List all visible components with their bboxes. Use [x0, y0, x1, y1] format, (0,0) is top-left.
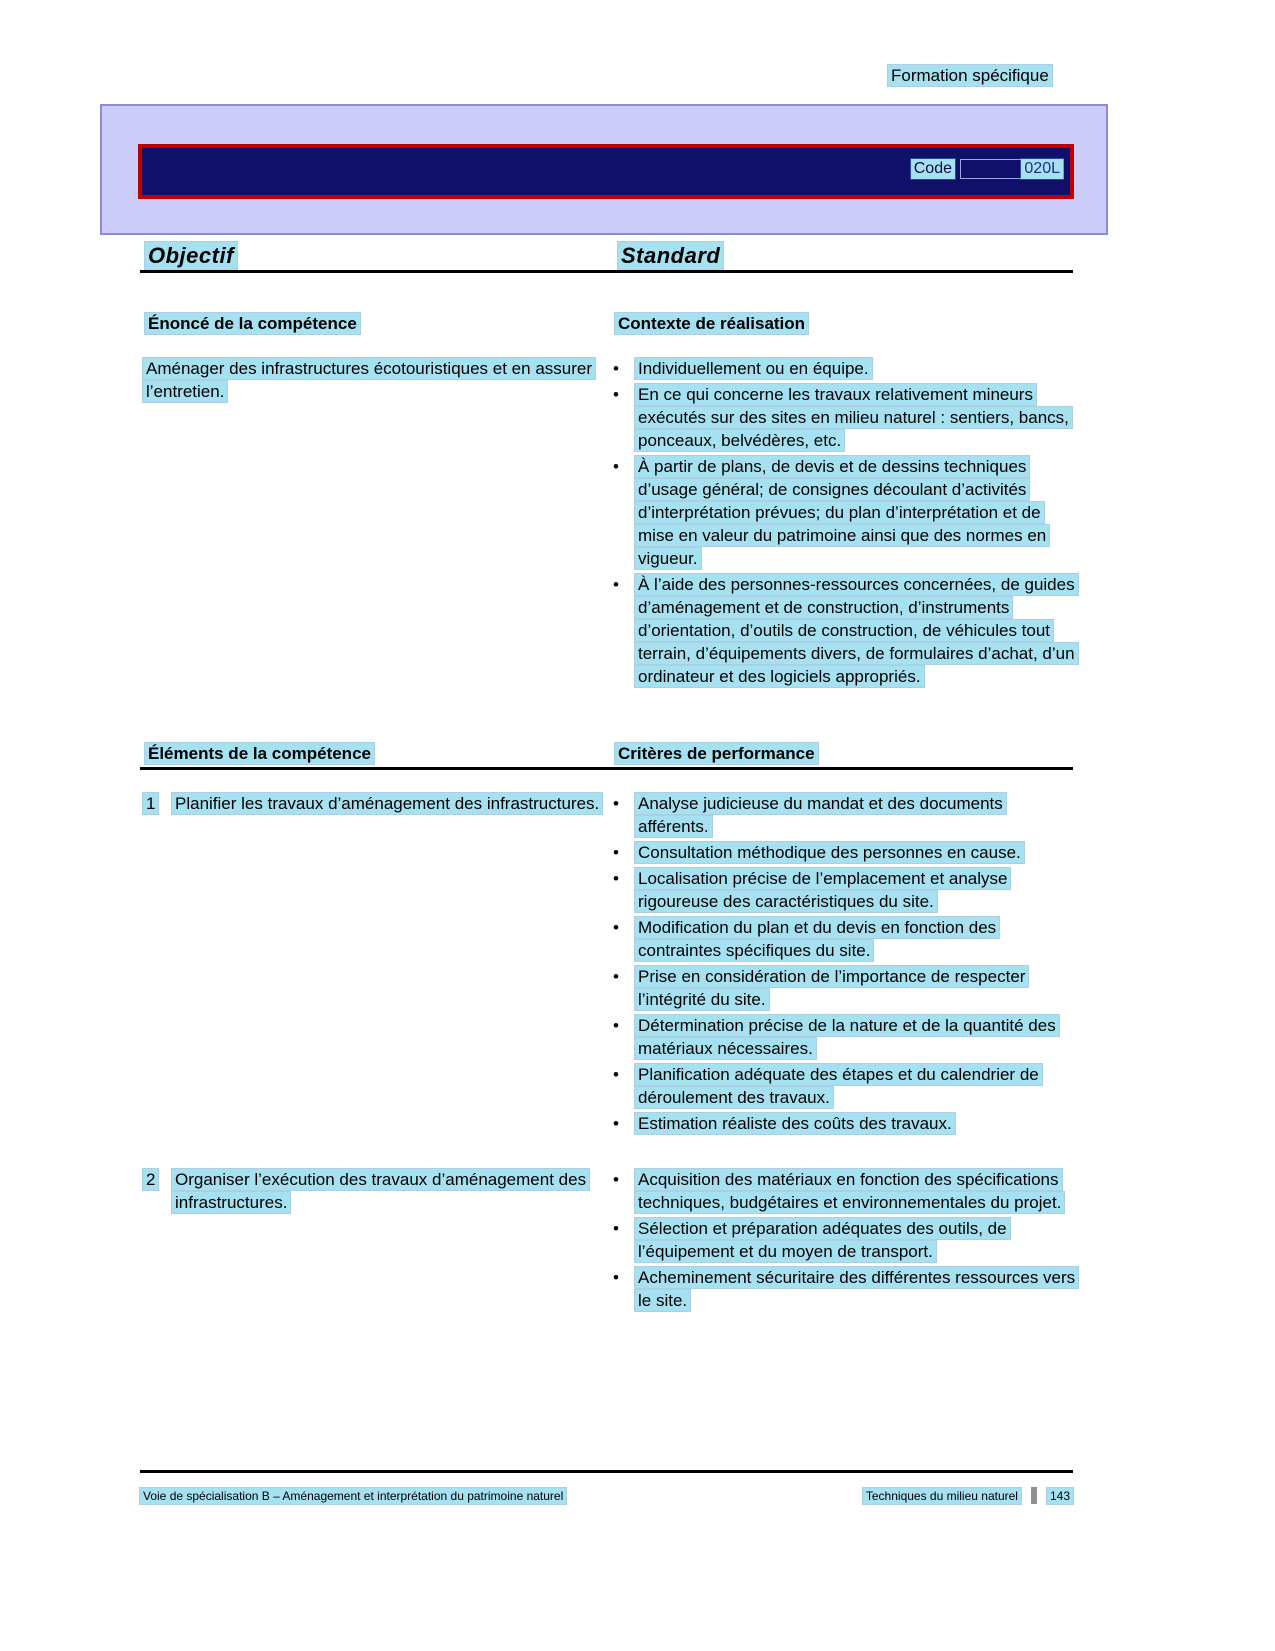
footer-left-text: Voie de spécialisation B – Aménagement et interprétation du patrimoine naturel [140, 1488, 566, 1504]
criterion-item: • Planification adéquate des étapes et du calendrier de déroulement des travaux. [613, 1063, 1081, 1109]
title-standard: Standard [618, 243, 723, 269]
bullet-icon: • [613, 1170, 619, 1189]
bullet-icon: • [613, 359, 619, 378]
bullet-icon: • [613, 1268, 619, 1287]
footer-right-group [863, 1487, 1073, 1504]
context-bullet: • À l’aide des personnes-ressources concernées, de guides d’aménagement et de construction, d’instruments d’orientation, d’outils de construction, de véhicules tout terrain, d’équipements divers, de formulaires d’achat, d’un ordinateur et des logiciels appropriés. [613, 573, 1081, 688]
page-number: 143 [1047, 1488, 1073, 1504]
bullet-icon: • [613, 457, 619, 476]
bullet-icon: • [613, 1219, 619, 1238]
footer-right-text: Techniques du milieu naturel [863, 1488, 1021, 1504]
divider-rule-top [140, 270, 1073, 273]
criteria-list [613, 1168, 1081, 1315]
bullet-icon: • [613, 918, 619, 937]
title-banner [100, 104, 1108, 235]
section2-left-header: Éléments de la compétence [145, 744, 374, 764]
criterion-item: • Localisation précise de l’emplacement et analyse rigoureuse des caractéristiques du site. [613, 867, 1081, 913]
module-title-box [138, 144, 1074, 199]
criterion-item: • Analyse judicieuse du mandat et des documents afférents. [613, 792, 1081, 838]
title-objectif: Objectif [145, 243, 237, 269]
section2-right-header: Critères de performance [615, 744, 818, 764]
element-number: 2 [143, 1168, 163, 1214]
header-category-text: Formation spécifique [888, 65, 1052, 86]
page-footer [140, 1487, 1073, 1504]
section1-right-header: Contexte de réalisation [615, 314, 808, 334]
criterion-item: • Sélection et préparation adéquates des outils, de l’équipement et du moyen de transport. [613, 1217, 1081, 1263]
competence-statement: Aménager des infrastructures écotouristiques et en assurer l’entretien. [143, 357, 621, 403]
code-row [911, 159, 1064, 179]
header-category-label [888, 66, 1052, 86]
change-bar [1031, 1487, 1037, 1504]
divider-rule-footer [140, 1470, 1073, 1473]
bullet-icon: • [613, 575, 619, 594]
context-bullet: • Individuellement ou en équipe. [613, 357, 1081, 380]
context-bullet-list [613, 357, 1081, 691]
code-label: Code [911, 159, 955, 179]
element-number: 1 [143, 792, 163, 815]
competence-element: 1 Planifier les travaux d’aménagement des infrastructures. [143, 792, 621, 815]
criterion-item: • Détermination précise de la nature et de la quantité des matériaux nécessaires. [613, 1014, 1081, 1060]
bullet-icon: • [613, 794, 619, 813]
context-bullet: • En ce qui concerne les travaux relativement mineurs exécutés sur des sites en milieu naturel : sentiers, bancs, ponceaux, belvédères, etc. [613, 383, 1081, 452]
bullet-icon: • [613, 1114, 619, 1133]
criterion-item: • Acquisition des matériaux en fonction des spécifications techniques, budgétaires et environnementales du projet. [613, 1168, 1081, 1214]
competence-element: 2 Organiser l’exécution des travaux d’aménagement des infrastructures. [143, 1168, 621, 1214]
code-field [960, 159, 1064, 179]
criterion-item: • Consultation méthodique des personnes en cause. [613, 841, 1081, 864]
section1-left-header: Énoncé de la compétence [145, 314, 360, 334]
bullet-icon: • [613, 385, 619, 404]
bullet-icon: • [613, 869, 619, 888]
bullet-icon: • [613, 1065, 619, 1084]
bullet-icon: • [613, 1016, 619, 1035]
criteria-list [613, 792, 1081, 1138]
bullet-icon: • [613, 967, 619, 986]
bullet-icon: • [613, 843, 619, 862]
criterion-item: • Modification du plan et du devis en fonction des contraintes spécifiques du site. [613, 916, 1081, 962]
context-bullet: • À partir de plans, de devis et de dessins techniques d’usage général; de consignes découlant d’activités d’interprétation prévues; du plan d’interprétation et de mise en valeur du patrimoine ainsi que des normes en vigueur. [613, 455, 1081, 570]
criterion-item: • Acheminement sécuritaire des différentes ressources vers le site. [613, 1266, 1081, 1312]
divider-rule-middle [140, 767, 1073, 770]
criterion-item: • Estimation réaliste des coûts des travaux. [613, 1112, 1081, 1135]
code-value: 020L [1021, 159, 1063, 179]
criterion-item: • Prise en considération de l’importance de respecter l’intégrité du site. [613, 965, 1081, 1011]
